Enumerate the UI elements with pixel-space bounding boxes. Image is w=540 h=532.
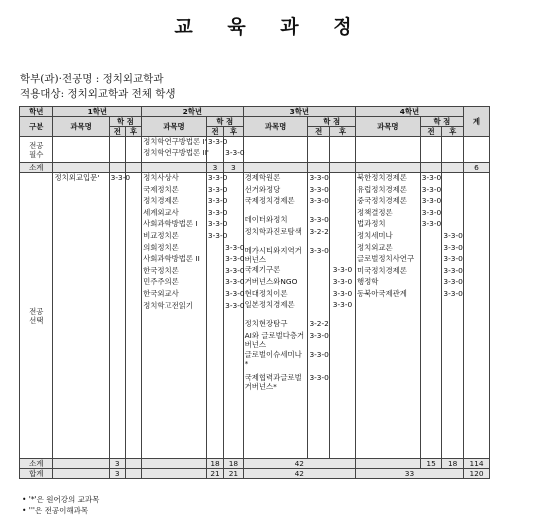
course-credit — [331, 196, 354, 215]
required-subtotal-label: 소계 — [20, 163, 53, 173]
course-name: 데이터와정치 — [244, 215, 288, 225]
y1-course-header: 과목명 — [53, 117, 109, 137]
required-subtotal-y2-first: 3 — [206, 163, 223, 173]
footnote-english: • '*'은 원어강의 교과목 — [22, 495, 100, 504]
course-credit: 3-3-0 — [207, 196, 228, 206]
category-header: 구분 — [20, 117, 53, 137]
course-credit: 3-3-0 — [421, 207, 442, 217]
course-credit: 3-2-2 — [309, 226, 329, 236]
course-credit: 3-3-0 — [443, 242, 463, 252]
required-subtotal-row — [20, 163, 490, 173]
course-credit — [225, 219, 241, 231]
course-name: 현대정치이론 — [244, 288, 288, 298]
course-name: 국제정치론 — [143, 184, 179, 194]
course-credit: 3-3-0 — [443, 288, 463, 298]
grade-label: 학년 — [20, 107, 53, 117]
course-credit — [422, 289, 441, 301]
year-4-header: 4학년 — [355, 107, 463, 117]
course-credit — [208, 301, 222, 313]
elective-subtotal-y4-second: 18 — [442, 459, 464, 469]
course-name: 법과정치 — [356, 219, 386, 229]
required-subtotal-y2-second: 3 — [224, 163, 243, 173]
course-name: 국제정치경제론 — [244, 196, 295, 206]
y4-course-header: 과목명 — [355, 117, 420, 137]
course-credit — [331, 246, 354, 265]
elective-y1-course: 정치외교입문' — [53, 173, 109, 459]
y2-second-header: 후 — [224, 127, 243, 137]
course-credit: 3-3-0 — [443, 230, 463, 240]
course-name: 정치사상사 — [143, 173, 179, 182]
elective-subtotal-y1: 3 — [109, 459, 125, 469]
y3-first-header: 전 — [308, 127, 330, 137]
year-1-header: 1학년 — [53, 107, 142, 117]
y3-credit-header: 학 점 — [308, 117, 356, 127]
course-credit: 3-3-0 — [332, 276, 353, 286]
course-credit: 3-3-0 — [309, 373, 329, 383]
y3-course-header: 과목명 — [243, 117, 308, 137]
course-name: 한국외교사 — [143, 288, 179, 298]
elective-subtotal-y3: 42 — [243, 459, 355, 469]
course-credit: 3-3-0 — [309, 173, 329, 182]
y1-second-header: 후 — [125, 127, 141, 137]
course-credit — [422, 254, 441, 266]
y2-credit-header: 학 점 — [206, 117, 243, 127]
elective-y3-second — [330, 173, 356, 459]
grand-total-y1: 3 — [109, 469, 125, 479]
course-credit — [225, 196, 241, 208]
course-credit: 3-3-0 — [332, 288, 353, 298]
course-credit: 3-3-0 — [421, 184, 442, 194]
course-credit — [443, 208, 462, 220]
total-header: 계 — [463, 107, 489, 137]
course-credit — [443, 173, 462, 185]
elective-category: 전공 선택 — [20, 173, 53, 459]
elective-y2-names — [142, 173, 207, 459]
page-title: 교 육 과 정 — [174, 16, 366, 38]
course-credit — [225, 208, 241, 220]
course-name: 민주주의론 — [143, 277, 179, 287]
elective-y1-credit: 3-3-0 — [109, 173, 125, 459]
course-credit — [331, 373, 354, 396]
curriculum-table — [19, 106, 490, 479]
header-row-years — [20, 107, 490, 117]
course-credit — [443, 185, 462, 197]
course-name: 한국정치론 — [143, 265, 179, 275]
course-name: 의회정치론 — [143, 242, 179, 252]
course-credit: 3-3-0 — [332, 300, 353, 310]
course-credit: 3-3-0 — [225, 265, 245, 275]
course-name: 거버넌스와NGO — [244, 276, 298, 286]
grand-total-y3: 42 — [243, 469, 355, 479]
elective-subtotal-label: 소계 — [20, 459, 53, 469]
elective-y4-names — [355, 173, 420, 459]
grand-total-y2-second: 21 — [224, 469, 243, 479]
course-name: 정치학연구방법론 I' — [143, 137, 207, 146]
course-credit: 3-3-0 — [309, 246, 329, 256]
course-credit — [309, 289, 328, 301]
course-name: 동북아국제관계 — [356, 288, 407, 298]
grand-total-y2-first: 21 — [206, 469, 223, 479]
course-name: 정치학연구방법론 II' — [143, 148, 209, 157]
course-credit — [309, 277, 328, 289]
course-credit: 3-3-0 — [421, 219, 442, 229]
course-credit — [331, 350, 354, 373]
required-y2-courses — [142, 137, 207, 163]
grand-total-total: 120 — [463, 469, 489, 479]
course-name: 사회과학방법론 I — [143, 219, 198, 229]
course-credit: 3-2-2 — [309, 319, 329, 329]
course-credit — [208, 289, 222, 301]
required-y2-first: 3-3-0 — [206, 137, 223, 163]
course-credit — [225, 185, 241, 197]
course-name: 미국정치경제론 — [356, 265, 407, 275]
course-credit: 3-3-0 — [309, 330, 329, 340]
course-credit — [422, 243, 441, 255]
y4-second-header: 후 — [442, 127, 464, 137]
y1-credit-header: 학 점 — [109, 117, 141, 127]
required-subtotal-total: 6 — [463, 163, 489, 173]
course-name: 메가시티와지역거버넌스 — [244, 246, 302, 265]
course-credit: 3-3-0 — [309, 184, 329, 194]
course-name: 정책결정론 — [356, 207, 393, 217]
footnote-intro: • '''은 전공이해과목 — [22, 506, 89, 515]
course-credit — [309, 265, 328, 277]
course-credit — [331, 331, 354, 350]
course-credit: 3-3-0 — [225, 254, 245, 264]
course-credit — [208, 277, 222, 289]
course-credit: 3-3-0 — [207, 173, 228, 182]
course-credit — [208, 243, 222, 255]
elective-row — [20, 173, 490, 459]
course-credit — [331, 227, 354, 246]
course-name: 중국정치경제론 — [356, 196, 407, 206]
course-credit — [331, 173, 354, 185]
course-credit: 3-3-0 — [207, 207, 228, 217]
course-name: AI와 글로벌다층거버넌스 — [244, 330, 305, 349]
elective-y3-first — [308, 173, 330, 459]
course-name: 글로벌정치사연구 — [356, 254, 415, 264]
course-credit — [331, 319, 354, 331]
y4-first-header: 전 — [420, 127, 442, 137]
grand-total-row — [20, 469, 490, 479]
course-name: 정치외교론 — [356, 242, 393, 252]
course-credit: 3-3-0 — [207, 219, 228, 229]
course-credit: 3-3-0 — [421, 196, 442, 206]
course-name: 정치현장탐구 — [244, 319, 288, 329]
course-name: 세계외교사 — [143, 207, 179, 217]
elective-subtotal-total: 114 — [463, 459, 489, 469]
year-2-header: 2학년 — [142, 107, 244, 117]
course-credit: 3-3-0 — [225, 300, 245, 310]
course-credit: 3-3-0 — [309, 196, 329, 206]
department-info: 학부(과)·전공명 : 정치외교학과 — [20, 73, 164, 85]
required-row — [20, 137, 490, 163]
course-name: 정치세미나 — [356, 230, 393, 240]
course-credit: 3-3-0 — [443, 277, 463, 287]
course-credit — [208, 266, 222, 278]
course-credit — [443, 196, 462, 208]
course-credit: 3-3-0 — [207, 184, 228, 194]
footnotes — [22, 494, 99, 516]
course-credit: 3-3-0 — [421, 173, 442, 182]
course-credit — [331, 185, 354, 197]
target-info: 적용대상: 정치외교학과 전체 학생 — [20, 88, 176, 100]
course-credit: 3-3-0 — [225, 288, 245, 298]
elective-subtotal-y2-second: 18 — [224, 459, 243, 469]
course-name: 정치학고전읽기 — [143, 300, 194, 310]
y3-second-header: 후 — [330, 127, 356, 137]
required-category: 전공 필수 — [20, 137, 53, 163]
course-name: 국제기구론 — [244, 265, 281, 275]
elective-subtotal-y2-first: 18 — [206, 459, 223, 469]
course-credit — [422, 231, 441, 243]
course-name: 선거와정당 — [244, 184, 281, 194]
course-credit: 3-3-0 — [225, 242, 245, 252]
y2-first-header: 전 — [206, 127, 223, 137]
course-credit — [208, 254, 222, 266]
course-credit — [422, 277, 441, 289]
course-credit: 3-3-0 — [207, 230, 228, 240]
elective-y2-first — [206, 173, 228, 459]
course-name: 북한정치경제론 — [356, 173, 407, 182]
course-name: 유럽정치경제론 — [356, 184, 407, 194]
elective-y3-names — [243, 173, 308, 459]
course-credit — [331, 215, 354, 227]
course-name: 비교정치론 — [143, 230, 179, 240]
elective-y4-first — [420, 173, 442, 459]
elective-subtotal-y4-first: 15 — [420, 459, 442, 469]
course-credit: 3-3-0 — [309, 350, 329, 360]
grand-total-y4: 33 — [355, 469, 463, 479]
header-row-credit — [20, 117, 490, 127]
course-credit: 3-3-0 — [309, 215, 329, 225]
course-credit: 3-3-0 — [443, 254, 463, 264]
required-y2-second: 3-3-0 — [224, 137, 243, 163]
y1-first-header: 전 — [109, 127, 125, 137]
course-credit: 3-3-0 — [443, 265, 463, 275]
grand-total-label: 합계 — [20, 469, 53, 479]
course-credit: 3-3-0 — [332, 265, 353, 275]
course-name: 국제협력과글로벌거버넌스* — [244, 373, 302, 392]
course-name: 정치학과진로탐색 — [244, 226, 302, 236]
course-name: 글로벌이슈세미나 * — [244, 350, 302, 369]
course-name: 행정학 — [356, 277, 379, 287]
course-name: 일본정치경제론 — [244, 300, 295, 310]
course-credit — [225, 231, 241, 243]
course-credit — [225, 173, 241, 185]
course-name: 경제학원론 — [244, 173, 281, 182]
course-credit: 3-3-0 — [225, 277, 245, 287]
y2-course-header: 과목명 — [142, 117, 207, 137]
course-name: 사회과학방법론 II — [143, 254, 200, 264]
course-name: 정치경제론 — [143, 196, 179, 206]
course-credit — [309, 300, 328, 319]
y4-credit-header: 학 점 — [420, 117, 463, 127]
course-credit — [443, 219, 462, 231]
year-3-header: 3학년 — [243, 107, 355, 117]
elective-subtotal-row — [20, 459, 490, 469]
course-credit — [422, 266, 441, 278]
elective-y4-second — [442, 173, 464, 459]
